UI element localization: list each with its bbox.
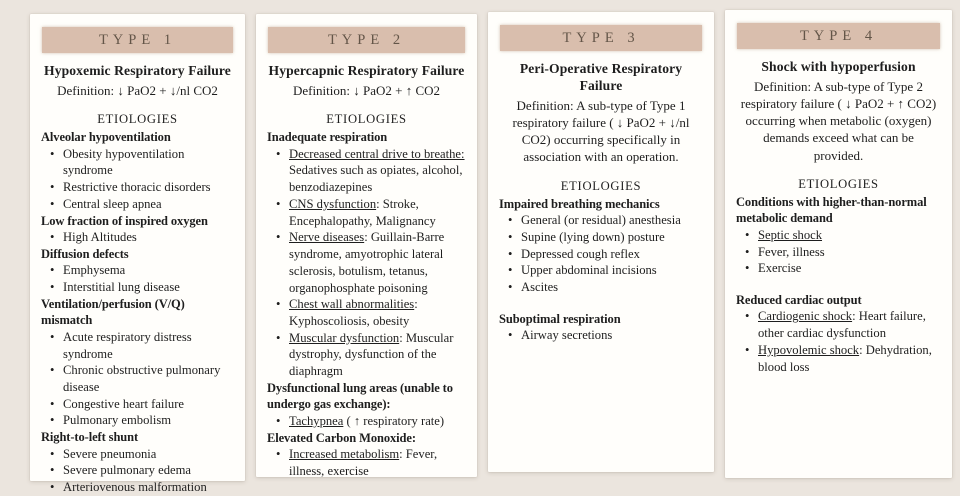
bullet-icon: • [50, 280, 55, 295]
bullet-text: Cardiogenic shock: Heart failure, other cardiac dysfunction [758, 309, 926, 341]
card-definition: Definition: ↓ PaO2 + ↑ CO2 [292, 82, 441, 98]
bullet-item [736, 260, 941, 277]
card-header-label: TYPE 3 [562, 29, 640, 46]
bullet-text [758, 227, 941, 244]
bullet-text: Restrictive thoracic disorders [63, 180, 211, 195]
section-heading: Right-to-left shunt [41, 430, 139, 445]
bullet-icon: • [50, 329, 55, 344]
section-heading: Reduced cardiac output [736, 292, 862, 307]
bullet-text: Obesity hypoventilation syndrome [63, 146, 185, 178]
sections [267, 129, 466, 479]
bullet-item [736, 227, 941, 244]
bullet-text: Chest wall abnormalities: Kyphoscoliosis, obesity [289, 297, 418, 328]
bullet-text: Severe pulmonary edema [63, 463, 191, 478]
etiologies-label: ETIOLOGIES [326, 112, 407, 127]
bullet-icon: • [276, 146, 281, 161]
underlined-term: Hypovolemic shock [758, 342, 860, 357]
etiology-section [499, 311, 703, 344]
etiology-section [41, 296, 234, 429]
bullet-icon: • [50, 413, 55, 428]
section-heading: Elevated Carbon Monoxide: [267, 430, 416, 445]
card [725, 10, 952, 478]
underlined-term: Tachypnea [289, 413, 344, 428]
underlined-term: Cardiogenic shock [758, 309, 853, 324]
bullet-item [499, 229, 703, 246]
bullet-text: Interstitial lung disease [63, 280, 180, 295]
section-heading: Low fraction of inspired oxygen [41, 213, 208, 228]
bullet-text: Pulmonary embolism [63, 413, 172, 428]
etiology-section [41, 129, 234, 212]
card-header-bar [737, 23, 940, 49]
bullet-item [41, 279, 234, 296]
bullet-text: Emphysema [63, 263, 126, 278]
bullet-item [41, 479, 234, 496]
bullet-item [267, 296, 466, 329]
section-heading: Diffusion defects [41, 246, 129, 261]
bullet-text: Acute respiratory distress syndrome [63, 329, 192, 361]
card-title: Hypoxemic Respiratory Failure [44, 63, 231, 78]
etiology-section [41, 246, 234, 296]
etiologies-label: ETIOLOGIES [97, 112, 178, 127]
card-header-bar [268, 27, 465, 53]
bullet-item [267, 229, 466, 296]
bullet-icon: • [745, 227, 750, 242]
bullet-item [267, 330, 466, 380]
bullet-icon: • [50, 446, 55, 461]
bullet-icon: • [508, 213, 513, 228]
bullet-item [499, 246, 703, 263]
underlined-term: Chest wall abnormalities [289, 297, 415, 312]
bullet-text: Fever, illness [758, 244, 825, 259]
etiology-section [267, 430, 466, 480]
bullet-item [736, 244, 941, 261]
bullet-text: Congestive heart failure [63, 396, 184, 411]
etiology-section [736, 194, 941, 277]
bullet-text: Severe pneumonia [63, 446, 157, 461]
card-header-label: TYPE 4 [799, 27, 878, 44]
bullet-icon: • [276, 330, 281, 345]
sections [736, 194, 941, 376]
bullet-item [41, 446, 234, 463]
bullet-item [267, 146, 466, 196]
bullet-icon: • [276, 447, 281, 462]
bullet-item [499, 262, 703, 279]
underlined-term: CNS dysfunction [289, 196, 377, 211]
bullet-text: Increased metabolism: Fever, illness, exercise [289, 447, 438, 478]
card-header-label: TYPE 2 [327, 31, 406, 48]
section-heading: Conditions with higher-than-normal metabolic demand [736, 194, 927, 226]
bullet-item [41, 396, 234, 413]
card-header-bar [500, 25, 702, 51]
underlined-term: Septic shock [758, 227, 823, 242]
bullet-icon: • [745, 261, 750, 276]
bullet-text: Supine (lying down) posture [521, 229, 665, 244]
bullet-item [41, 329, 234, 362]
bullet-icon: • [276, 297, 281, 312]
bullet-icon: • [745, 309, 750, 324]
section-heading: Inadequate respiration [267, 130, 388, 145]
bullet-icon: • [508, 280, 513, 295]
bullet-item [41, 262, 234, 279]
underlined-term: Decreased central drive to breathe: [289, 146, 465, 161]
bullet-text: Upper abdominal incisions [521, 263, 657, 278]
bullet-icon: • [508, 229, 513, 244]
bullet-item [499, 279, 703, 296]
underlined-term: Increased metabolism [289, 447, 400, 462]
etiology-section [267, 380, 466, 430]
bullet-text: Chronic obstructive pulmonary disease [63, 363, 221, 394]
bullet-icon: • [50, 363, 55, 378]
section-heading: Ventilation/perfusion (V/Q) mismatch [41, 296, 185, 328]
bullet-icon: • [508, 263, 513, 278]
bullet-text: Airway secretions [521, 328, 613, 343]
bullet-icon: • [50, 396, 55, 411]
bullet-item [41, 412, 234, 429]
bullet-item [41, 362, 234, 395]
etiology-section [267, 129, 466, 380]
bullet-icon: • [50, 146, 55, 161]
bullet-item [736, 342, 941, 375]
bullet-text: Tachypnea ( ↑ respiratory rate) [289, 413, 445, 428]
card [488, 12, 714, 472]
bullet-icon: • [508, 328, 513, 343]
bullet-text: Depressed cough reflex [521, 246, 640, 261]
bullet-text: Ascites [521, 280, 559, 295]
etiologies-label: ETIOLOGIES [798, 176, 879, 191]
bullet-icon: • [50, 463, 55, 478]
bullet-item [41, 179, 234, 196]
bullet-item [736, 308, 941, 341]
bullet-text: Central sleep apnea [63, 196, 162, 211]
bullet-item [499, 212, 703, 229]
card-definition: Definition: A sub-type of Type 1 respiratory failure ( ↓ PaO2 + ↓/nl CO2) occurring specifically in association with an operation. [512, 97, 690, 165]
section-heading: Dysfunctional lung areas (unable to undergo gas exchange): [267, 380, 453, 412]
bullet-text: Exercise [758, 261, 802, 276]
bullet-item [41, 146, 234, 179]
bullet-text: General (or residual) anesthesia [521, 213, 681, 228]
card-header-bar [42, 27, 233, 53]
bullet-icon: • [50, 196, 55, 211]
bullet-icon: • [745, 342, 750, 357]
bullet-icon: • [50, 263, 55, 278]
etiology-section [736, 292, 941, 375]
bullet-icon: • [276, 196, 281, 211]
card-definition: Definition: A sub-type of Type 2 respiratory failure ( ↓ PaO2 + ↑ CO2) occurring when metabolic (oxygen) demands exceed what can be provided. [740, 78, 937, 163]
bullet-icon: • [50, 230, 55, 245]
bullet-text: Muscular dysfunction: Muscular dystrophy, dysfunction of the diaphragm [289, 330, 454, 379]
bullet-icon: • [745, 244, 750, 259]
section-heading: Alveolar hypoventilation [41, 130, 171, 145]
underlined-term: Muscular dysfunction [289, 330, 400, 345]
bullet-text: Hypovolemic shock: Dehydration, blood loss [758, 342, 932, 374]
bullet-item [41, 462, 234, 479]
bullet-icon: • [508, 246, 513, 261]
bullet-item [267, 413, 466, 430]
bullet-item [267, 196, 466, 229]
card [256, 14, 477, 477]
etiologies-label: ETIOLOGIES [560, 178, 642, 193]
bullet-icon: • [50, 480, 55, 495]
bullet-text: Nerve diseases: Guillain-Barre syndrome, amyotrophic lateral sclerosis, botulism, tetanus, organophosphate poisoning [289, 230, 445, 295]
bullet-item [41, 196, 234, 213]
card [30, 14, 245, 495]
bullet-item [499, 327, 703, 344]
bullet-icon: • [276, 230, 281, 245]
bullet-text: Arteriovenous malformation [63, 480, 207, 495]
bullet-text: Decreased central drive to breathe: Sedatives such as opiates, alcohol, benzodiazepines [289, 146, 465, 195]
bullet-item [267, 446, 466, 479]
card-title: Peri-Operative Respiratory Failure [519, 61, 683, 93]
etiology-section [499, 196, 703, 296]
bullet-icon: • [276, 413, 281, 428]
etiology-section [41, 213, 234, 246]
card-title: Shock with hypoperfusion [761, 59, 916, 74]
etiology-section [41, 429, 234, 496]
card-header-label: TYPE 1 [98, 31, 177, 48]
bullet-item [41, 229, 234, 246]
bullet-icon: • [50, 180, 55, 195]
bullet-text: High Altitudes [63, 230, 137, 245]
section-heading: Impaired breathing mechanics [499, 196, 660, 211]
sections [499, 196, 703, 344]
card-title: Hypercapnic Respiratory Failure [268, 63, 465, 78]
bullet-text: CNS dysfunction: Stroke, Encephalopathy, Malignancy [289, 196, 436, 228]
underlined-term: Nerve diseases [289, 230, 365, 245]
card-definition: Definition: ↓ PaO2 + ↓/nl CO2 [57, 82, 218, 98]
section-heading: Suboptimal respiration [499, 311, 621, 326]
sections [41, 129, 234, 496]
